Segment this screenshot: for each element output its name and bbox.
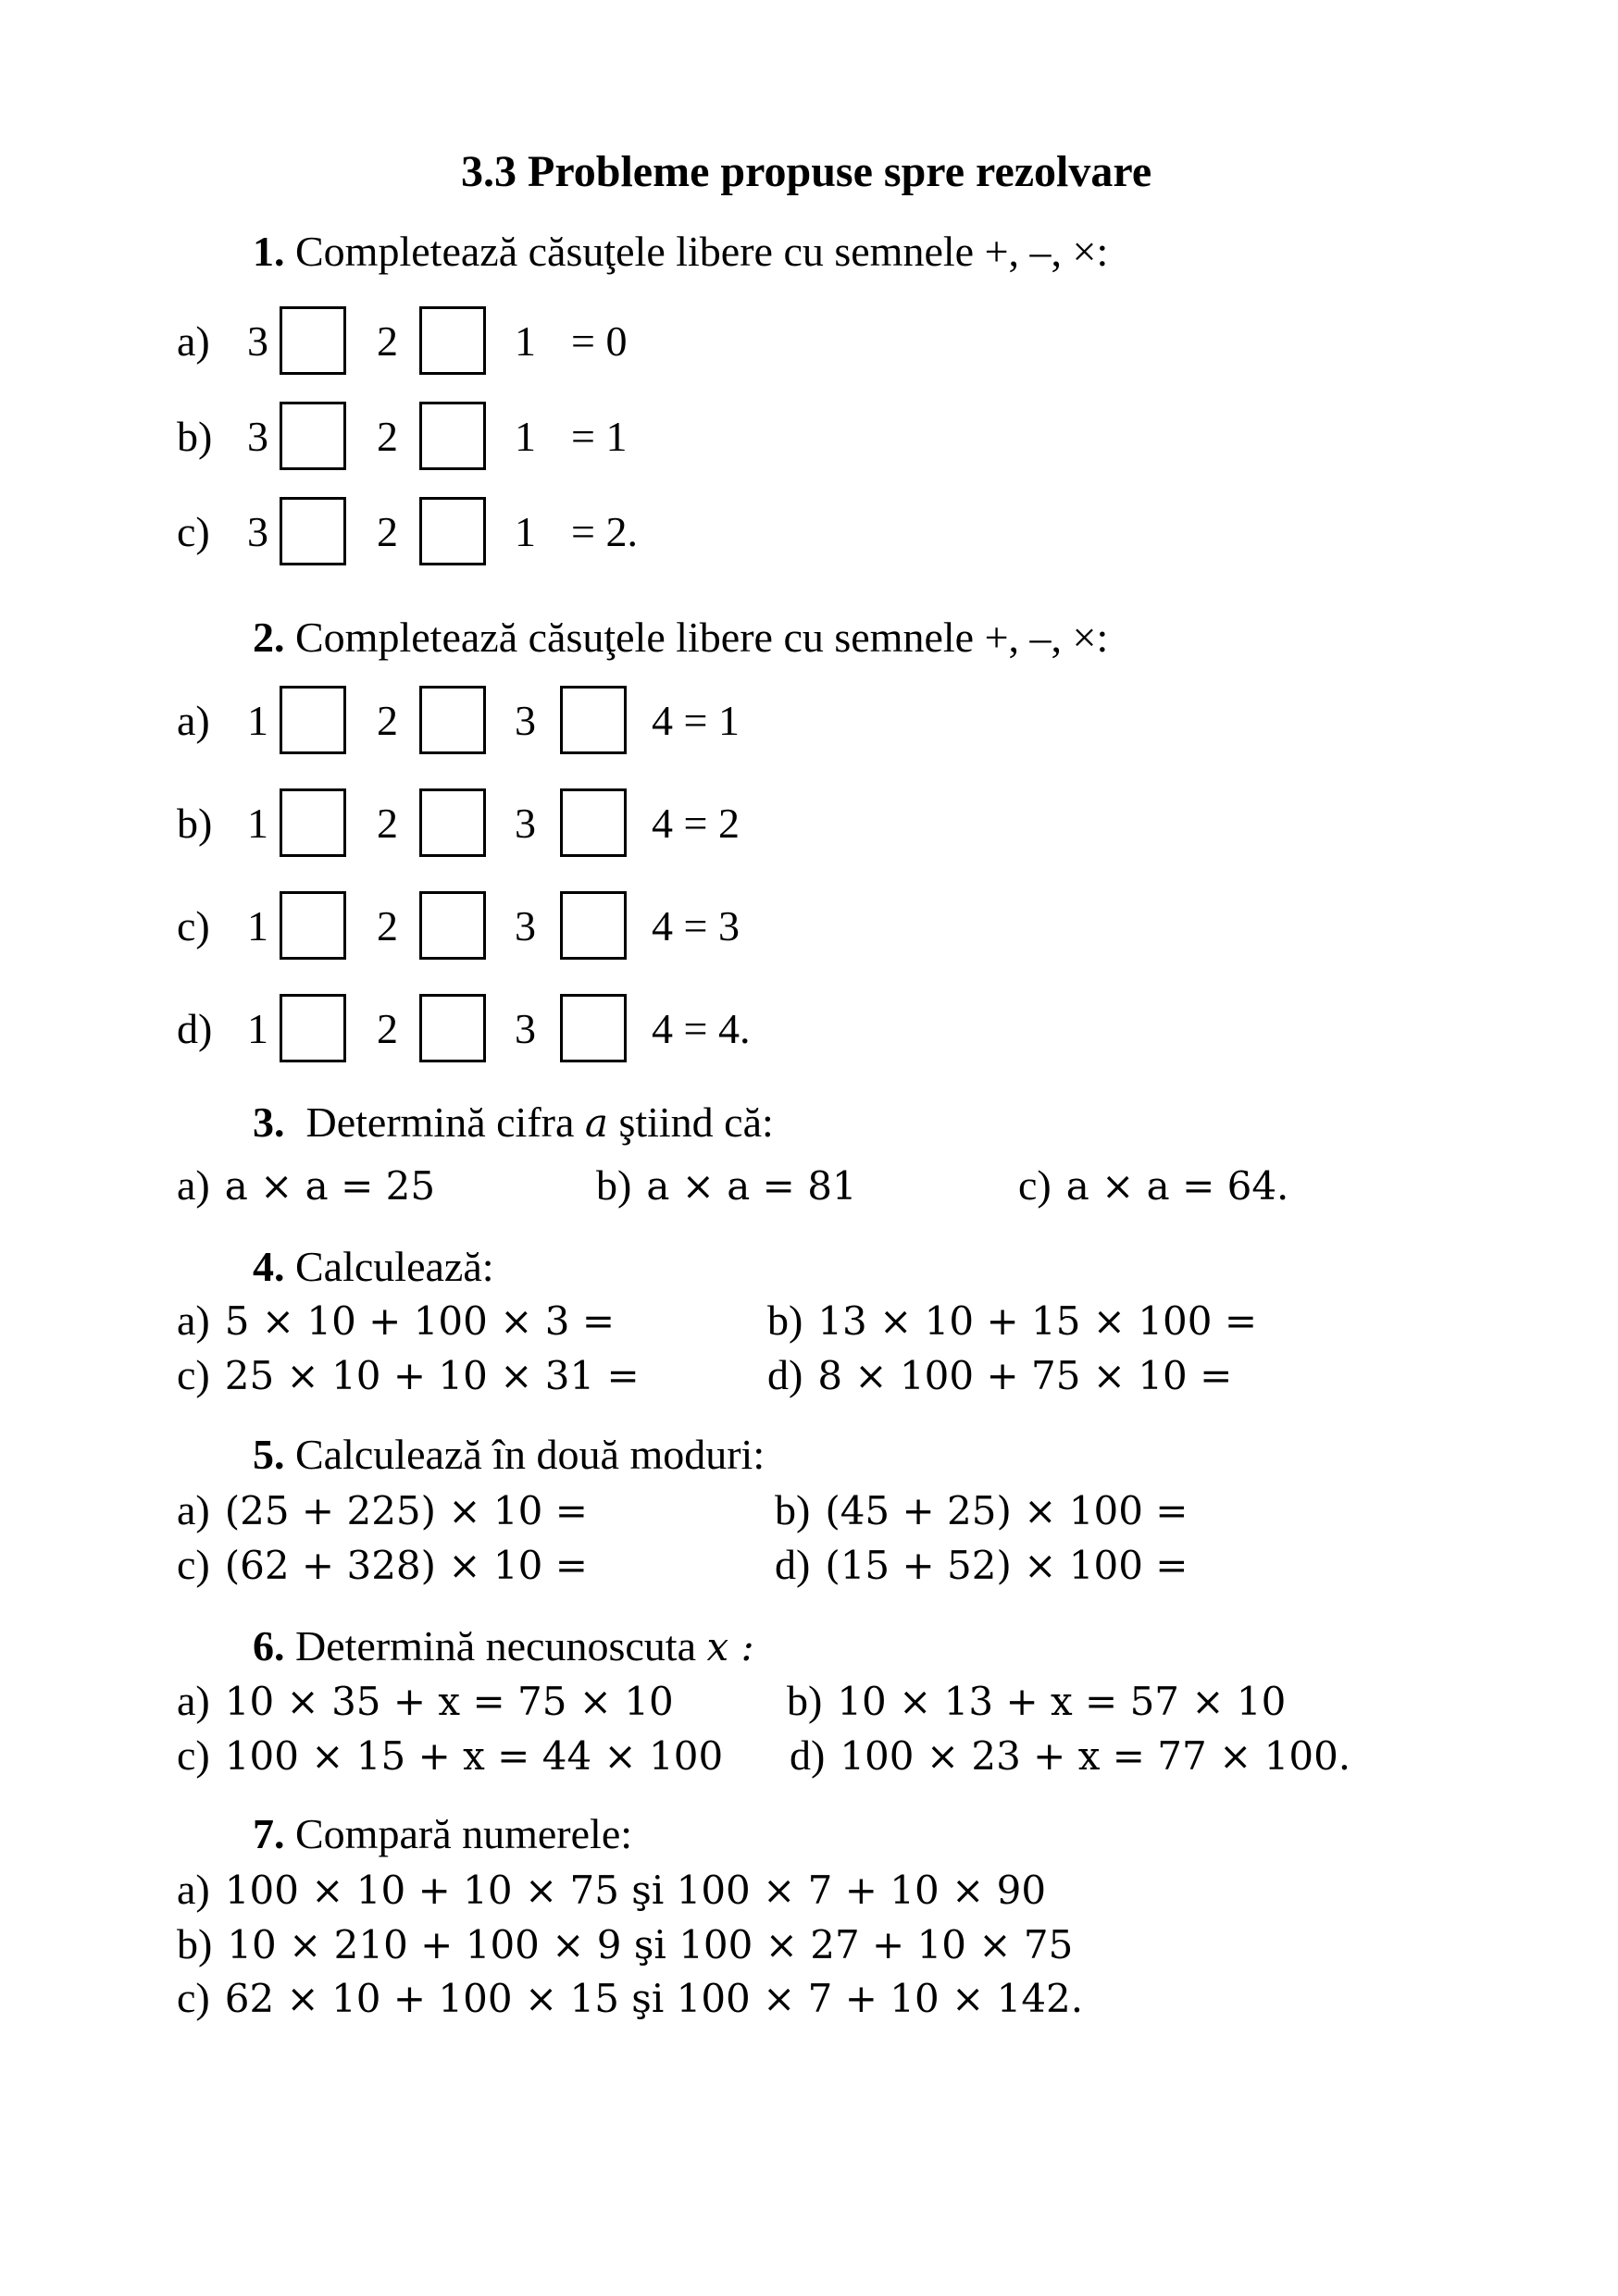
problem-text: Determină cifra	[305, 1098, 575, 1146]
problem-text: Calculează în două moduri:	[295, 1431, 765, 1478]
problem-number: 5.	[253, 1431, 285, 1478]
expression: a × a = 64.	[1065, 1163, 1289, 1209]
signs: +, –, ×:	[984, 614, 1109, 661]
expression: (15 + 52) × 100 =	[825, 1543, 1189, 1588]
p5-item	[177, 1484, 588, 1537]
answer-box[interactable]	[280, 306, 346, 375]
problem-text: Completează căsuţele libere cu semnele	[295, 228, 975, 275]
item-label: c)	[177, 1351, 210, 1398]
expression: (45 + 25) × 100 =	[825, 1488, 1189, 1533]
problem-number: 7.	[253, 1810, 285, 1857]
number: 1	[515, 317, 536, 365]
result: = 2.	[571, 508, 638, 555]
page-title: 3.3 Probleme propuse spre rezolvare	[461, 147, 1152, 196]
item-label: b)	[177, 413, 213, 460]
p5-item	[775, 1484, 1188, 1537]
item-label: c)	[1018, 1161, 1052, 1209]
number: 1	[515, 413, 536, 460]
item-label: d)	[767, 1351, 803, 1398]
item-label: a)	[177, 1486, 210, 1533]
problem-text: Compară numerele:	[295, 1810, 633, 1857]
p6-item	[790, 1730, 1350, 1782]
answer-box[interactable]	[280, 686, 346, 754]
item-label: a)	[177, 1297, 210, 1344]
answer-box[interactable]	[419, 891, 486, 960]
item-label: c)	[177, 508, 210, 555]
expression: 8 × 100 + 75 × 10 =	[817, 1353, 1233, 1398]
p3-item	[177, 1160, 435, 1212]
problem-text: Determină necunoscuta	[295, 1622, 696, 1669]
problem-number: 2.	[253, 614, 285, 661]
problem-7-heading	[253, 1808, 632, 1860]
expression: (62 + 328) × 10 =	[224, 1543, 588, 1588]
p5-item	[775, 1539, 1188, 1592]
result: = 1	[571, 413, 628, 460]
answer-box[interactable]	[419, 686, 486, 754]
problem-3-heading	[253, 1097, 774, 1149]
number: 2	[377, 800, 398, 847]
expression: 62 × 10 + 100 × 15 şi 100 × 7 + 10 × 142.	[224, 1976, 1084, 2021]
expression: 100 × 15 + x = 44 × 100	[224, 1733, 724, 1779]
answer-box[interactable]	[280, 994, 346, 1062]
result: 4 = 2	[652, 800, 740, 847]
answer-box[interactable]	[280, 497, 346, 565]
problem-1-heading	[253, 226, 1108, 278]
item-label: b)	[787, 1677, 823, 1724]
p7-item	[177, 1972, 1083, 2025]
problem-number: 1.	[253, 228, 285, 275]
answer-box[interactable]	[280, 891, 346, 960]
p6-item	[177, 1675, 674, 1728]
p6-item	[177, 1730, 723, 1782]
result: 4 = 4.	[652, 1005, 751, 1052]
answer-box[interactable]	[280, 402, 346, 470]
result: = 0	[571, 317, 628, 365]
expression: 10 × 210 + 100 × 9 şi 100 × 27 + 10 × 75	[227, 1922, 1074, 1967]
answer-box[interactable]	[560, 686, 627, 754]
p3-item	[596, 1160, 857, 1212]
expression: (25 + 225) × 10 =	[224, 1488, 588, 1533]
p7-item	[177, 1918, 1073, 1971]
number: 3	[515, 1005, 536, 1052]
item-label: b)	[767, 1297, 803, 1344]
expression: 10 × 13 + x = 57 × 10	[837, 1679, 1287, 1724]
problem-4-heading	[253, 1241, 494, 1293]
problem-number: 6.	[253, 1622, 285, 1669]
p5-item	[177, 1539, 588, 1592]
expression: 100 × 10 + 10 × 75 şi 100 × 7 + 10 × 90	[224, 1868, 1047, 1913]
number: 3	[515, 697, 536, 744]
answer-box[interactable]	[419, 306, 486, 375]
p3-item	[1018, 1160, 1288, 1212]
item-label: a)	[177, 1677, 210, 1724]
expression: a × a = 25	[224, 1163, 436, 1209]
number: 1	[247, 1005, 268, 1052]
problem-number: 3.	[253, 1098, 285, 1146]
number: 2	[377, 413, 398, 460]
number: 2	[377, 508, 398, 555]
p7-item	[177, 1864, 1046, 1917]
item-label: d)	[775, 1541, 811, 1588]
answer-box[interactable]	[280, 788, 346, 857]
number: 3	[515, 902, 536, 949]
problem-text: Completează căsuţele libere cu semnele	[295, 614, 975, 661]
item-label: a)	[177, 1161, 210, 1209]
number: 1	[515, 508, 536, 555]
number: 3	[247, 317, 268, 365]
number: 1	[247, 902, 268, 949]
p4-item	[177, 1295, 615, 1347]
number: 2	[377, 697, 398, 744]
problem-6-heading	[253, 1620, 754, 1673]
expression: 13 × 10 + 15 × 100 =	[817, 1298, 1258, 1344]
number: 1	[247, 697, 268, 744]
item-label: b)	[775, 1486, 811, 1533]
item-label: b)	[177, 800, 213, 847]
answer-box[interactable]	[419, 497, 486, 565]
p6-item	[787, 1675, 1286, 1728]
problem-number: 4.	[253, 1243, 285, 1290]
expression: a × a = 81	[646, 1163, 857, 1209]
problem-text: Calculează:	[295, 1243, 494, 1290]
item-label: c)	[177, 1541, 210, 1588]
item-label: c)	[177, 902, 210, 949]
answer-box[interactable]	[560, 994, 627, 1062]
result: 4 = 3	[652, 902, 740, 949]
item-label: d)	[177, 1005, 213, 1052]
p4-item	[767, 1349, 1232, 1402]
number: 2	[377, 902, 398, 949]
problem-2-heading	[253, 612, 1108, 664]
expression: 10 × 35 + x = 75 × 10	[224, 1679, 674, 1724]
item-label: c)	[177, 1974, 210, 2021]
answer-box[interactable]	[560, 891, 627, 960]
item-label: b)	[177, 1920, 213, 1967]
item-label: a)	[177, 317, 210, 365]
number: 2	[377, 1005, 398, 1052]
p4-item	[767, 1295, 1257, 1347]
answer-box[interactable]	[560, 788, 627, 857]
problem-text: ştiind că:	[618, 1098, 774, 1146]
expression: 25 × 10 + 10 × 31 =	[224, 1353, 640, 1398]
number: 3	[247, 413, 268, 460]
variable: x :	[706, 1624, 754, 1669]
p4-item	[177, 1349, 640, 1402]
answer-box[interactable]	[419, 788, 486, 857]
number: 1	[247, 800, 268, 847]
variable: a	[584, 1100, 608, 1146]
item-label: d)	[790, 1731, 826, 1779]
answer-box[interactable]	[419, 994, 486, 1062]
answer-box[interactable]	[419, 402, 486, 470]
item-label: a)	[177, 1866, 210, 1913]
problem-5-heading	[253, 1429, 765, 1481]
number: 2	[377, 317, 398, 365]
number: 3	[247, 508, 268, 555]
expression: 5 × 10 + 100 × 3 =	[224, 1298, 616, 1344]
item-label: a)	[177, 697, 210, 744]
result: 4 = 1	[652, 697, 740, 744]
signs: +, –, ×:	[984, 228, 1109, 275]
number: 3	[515, 800, 536, 847]
item-label: b)	[596, 1161, 632, 1209]
item-label: c)	[177, 1731, 210, 1779]
expression: 100 × 23 + x = 77 × 100.	[840, 1733, 1351, 1779]
